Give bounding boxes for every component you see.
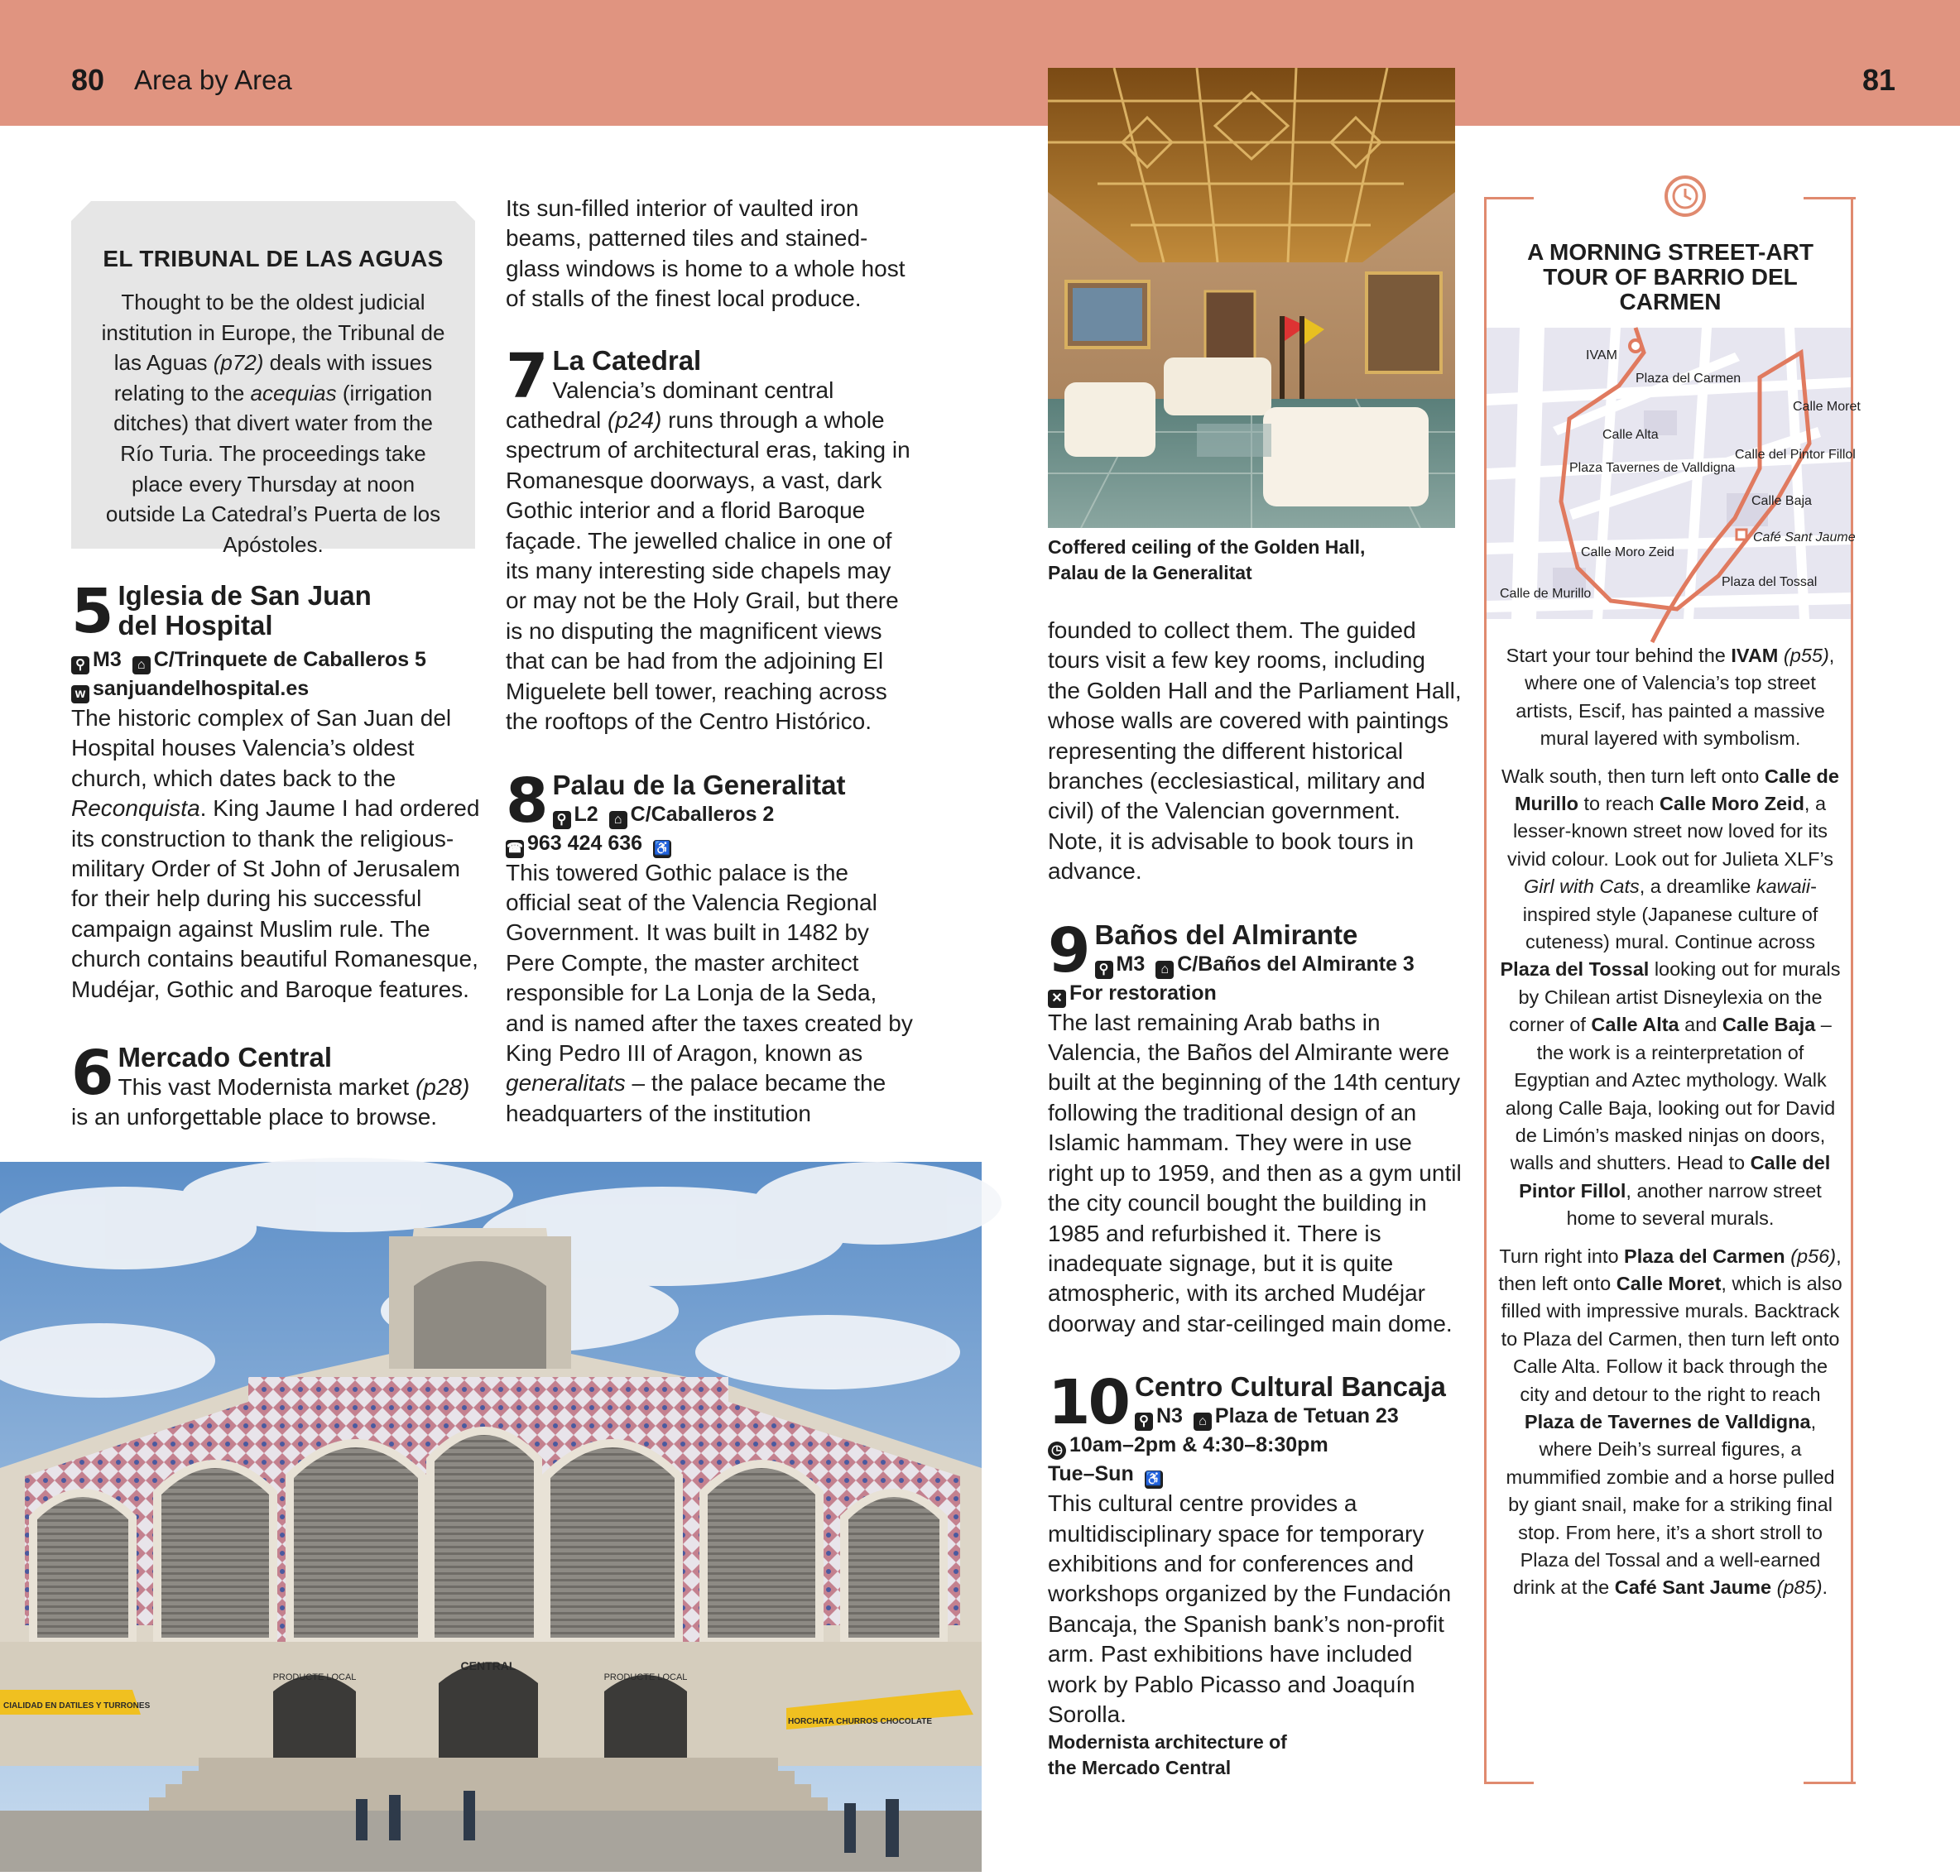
map-pin-icon: ⚲ xyxy=(1135,1413,1153,1431)
map-label-plaza-carmen: Plaza del Carmen xyxy=(1636,372,1741,386)
entry-number: 6 xyxy=(71,1038,112,1110)
tour-map xyxy=(1487,328,1861,619)
mercado-caption: Modernista architecture of the Mercado Central xyxy=(1048,1731,1287,1778)
map-label-calle-moro: Calle Moro Zeid xyxy=(1581,545,1674,559)
clock-icon xyxy=(1665,175,1706,217)
mercado-continued-text: Its sun-filled interior of vaulted iron beams, patterned tiles and stained-glass windows is home to a whole host of stalls of the finest local produce. xyxy=(506,195,906,312)
entry-9-status: ✕ For restoration xyxy=(1048,979,1462,1008)
left-awning-text: CIALIDAD EN DATILES Y TURRONES xyxy=(3,1701,151,1710)
entry-8-info: ⚲ L2 ⌂ C/Caballeros 2 xyxy=(506,800,916,829)
entry-title: La Catedral xyxy=(552,344,702,376)
page-number-left: 80 xyxy=(71,63,105,97)
column-2 xyxy=(506,194,916,1129)
website-link[interactable]: sanjuandelhospital.es xyxy=(93,677,310,700)
header-band xyxy=(0,0,1960,126)
tour-title: A MORNING STREET-ART TOUR OF BARRIO DEL CARMEN xyxy=(1527,239,1813,314)
door-sign-left: PRODUCTE LOCAL xyxy=(272,1672,357,1682)
map-pin-icon: ⚲ xyxy=(71,656,89,674)
tour-frame-cap-bottom-right xyxy=(1804,1782,1856,1784)
entry-title: Palau de la Generalitat xyxy=(552,769,846,800)
entry-title: del Hospital xyxy=(118,610,273,641)
entry-number: 5 xyxy=(71,576,112,647)
home-icon: ⌂ xyxy=(1155,961,1174,979)
tour-paragraph-1: Start your tour behind the IVAM (p55), where one of Valencia’s top street artists, Escif, has painted a massive mural layered with symbolism. xyxy=(1506,645,1835,750)
clock-icon: ◷ xyxy=(1048,1442,1066,1460)
entry-10-hours: ◷ 10am–2pm & 4:30–8:30pm xyxy=(1048,1431,1462,1460)
golden-hall-caption: Coffered ceiling of the Golden Hall, Palau de la Generalitat xyxy=(1048,536,1366,583)
tour-paragraph-2: Walk south, then turn left onto Calle de Murillo to reach Calle Moro Zeid, a lesser-known street now loved for its vivid colour. Look out for Julieta XLF’s Girl with Cats, a dreamlike kawaii-inspired style (Japanese culture of cuteness) mural. Continue across Plaza del Tossal looking out for murals by Chilean artist Disneylexia on the corner of Calle Alta and Calle Baja – the work is a reinterpretation of Egyptian and Aztec mythology. Walk along Calle Baja, looking out for David de Limón’s masked ninjas on doors, walls and shutters. Head to Calle del Pintor Fillol, another narrow street home to several murals. xyxy=(1500,765,1841,1230)
map-label-calle-baja: Calle Baja xyxy=(1751,494,1812,508)
tour-frame-cap-bottom-left xyxy=(1484,1782,1534,1784)
entry-5-web xyxy=(71,674,482,703)
map-label-ivam: IVAM xyxy=(1586,348,1617,362)
map-label-calle-moret: Calle Moret xyxy=(1793,400,1861,414)
accessibility-icon: ♿ xyxy=(653,840,671,858)
right-awning-text: HORCHATA CHURROS CHOCOLATE xyxy=(788,1717,933,1726)
entry-title: Iglesia de San Juan xyxy=(118,580,372,611)
closed-icon: ✕ xyxy=(1048,990,1066,1008)
sidebar-box xyxy=(71,201,475,557)
entry-title: Mercado Central xyxy=(118,1042,333,1073)
entry-7-heading xyxy=(506,340,916,412)
home-icon: ⌂ xyxy=(609,811,627,829)
home-icon: ⌂ xyxy=(1194,1413,1212,1431)
sidebar-corner-left xyxy=(71,201,91,221)
accessibility-icon: ♿ xyxy=(1145,1471,1163,1489)
phone-icon: ☎ xyxy=(506,840,524,858)
sidebar-text: Thought to be the oldest judicial institution in Europe, the Tribunal de las Aguas (p72) deals with issues relating to the acequias (irrigation ditches) that divert water from the Río Turia. The proceedings take place every Thursday at noon outside La Catedral’s Puerta de los Apóstoles. xyxy=(101,290,445,557)
sidebar-title: EL TRIBUNAL DE LAS AGUAS xyxy=(103,246,444,271)
entry-10-text: This cultural centre provides a multidisciplinary space for temporary exhibitions and for conferences and workshops organized by the Fundación Bancaja, the Spanish bank’s non-profit arm. Past exhibitions have included work by Pablo Picasso and Joaquín Sorolla. xyxy=(1048,1490,1452,1727)
entry-number: 9 xyxy=(1048,914,1088,986)
map-pin-icon: ⚲ xyxy=(1095,961,1113,979)
entry-8-phone: ☎ 963 424 636 ♿ xyxy=(506,829,916,858)
entry-10-info: ⚲ N3 ⌂ Plaza de Tetuan 23 xyxy=(1048,1402,1462,1431)
palau-continued-text: founded to collect them. The guided tours visit a few key rooms, including the Golden Hall and the Parliament Hall, whose walls are covered with paintings representing the different historical branches (ecclesiastical, military and civil) of the Valencian government. Note, it is advisable to book tours in advance. xyxy=(1048,617,1462,885)
map-label-calle-alta: Calle Alta xyxy=(1602,428,1659,442)
entry-5-heading xyxy=(71,576,482,647)
map-pin-icon: ⚲ xyxy=(553,811,571,829)
mercado-central-image xyxy=(0,1162,982,1872)
entry-9-heading xyxy=(1048,914,1462,986)
entry-9-info: ⚲ M3 ⌂ C/Baños del Almirante 3 xyxy=(1048,950,1462,979)
web-icon: w xyxy=(71,685,89,703)
map-label-cafe: Café Sant Jaume xyxy=(1753,530,1856,545)
entry-10-heading xyxy=(1048,1367,1462,1439)
street-map-image xyxy=(1487,328,1861,619)
golden-hall-image xyxy=(1048,68,1455,528)
golden-hall-photo xyxy=(1048,68,1455,528)
entry-number: 7 xyxy=(506,340,546,412)
map-label-calle-pintor: Calle del Pintor Fillol xyxy=(1735,448,1856,462)
map-label-plaza-tavernes: Plaza Tavernes de Valldigna xyxy=(1569,461,1736,475)
door-sign-center: CENTRAL xyxy=(460,1659,516,1672)
column-3 xyxy=(1048,616,1462,1730)
tour-body xyxy=(1498,642,1842,1612)
page-number-right: 81 xyxy=(1862,63,1896,97)
section-title: Area by Area xyxy=(134,65,292,95)
entry-9-text: The last remaining Arab baths in Valencia, the Baños del Almirante were built at the beginning of the 14th century following the traditional design of an Islamic hammam. They were in use right up to 1959, and then as a gym until the city council bought the building in 1985 and refurbished it. There is inadequate signage, but it is quite atmospheric, with its arched Mudéjar doorway and star-ceilinged main dome. xyxy=(1048,1009,1462,1336)
sidebar-corner-right xyxy=(455,201,475,221)
door-sign-right: PRODUCTE LOCAL xyxy=(603,1672,688,1682)
entry-8-text: This towered Gothic palace is the official seat of the Valencia Regional Government. It was built in 1482 by Pere Compte, the master architect responsible for La Lonja de la Seda, and is named after the taxes created by King Pedro III of Aragon, known as generalitats – the palace became the headquarters of the institution xyxy=(506,859,913,1126)
entry-title: Centro Cultural Bancaja xyxy=(1134,1371,1446,1403)
map-label-plaza-tossal: Plaza del Tossal xyxy=(1722,575,1818,589)
entry-title: Baños del Almirante xyxy=(1094,919,1358,950)
entry-7-text: Valencia’s dominant central cathedral (p24) runs through a whole spectrum of architectural eras, taking in Romanesque doorways, a vast, dark Gothic interior and a florid Baroque façade. The jewelled chalice in one of its many interesting side chapels may or may not be the Holy Grail, but there is no disputing the magnificent views that can be had from the adjoining El Miguelete bell tower, reaching across the rooftops of the Centro Histórico. xyxy=(506,377,910,735)
entry-number: 10 xyxy=(1048,1367,1128,1439)
entry-8-heading xyxy=(506,765,916,837)
entry-6-text: This vast Modernista market (p28) is an unforgettable place to browse. xyxy=(71,1074,470,1130)
entry-10-days: Tue–Sun ♿ xyxy=(1048,1460,1462,1489)
entry-number: 8 xyxy=(506,765,546,837)
tour-paragraph-3: Turn right into Plaza del Carmen (p56), then left onto Calle Moret, which is also filled with impressive murals. Backtrack to Plaza del Carmen, then turn left onto Calle Alta. Follow it back through the city and detour to the right to reach Plaza de Tavernes de Valldigna, where Deih’s surreal figures, a mummified zombie and a horse pulled by giant snail, make for a striking final stop. From here, it’s a short stroll to Plaza del Tossal and a well-earned drink at the Café Sant Jaume (p85). xyxy=(1498,1245,1842,1599)
map-label-calle-murillo: Calle de Murillo xyxy=(1500,587,1592,601)
mercado-central-photo xyxy=(0,1162,982,1872)
column-1 xyxy=(71,576,482,1133)
home-icon: ⌂ xyxy=(132,656,151,674)
entry-5-text: The historic complex of San Juan del Hospital houses Valencia’s oldest church, which dates back to the Reconquista. King Jaume I had ordered its construction to thank the religious-military Order of St John of Jerusalem for their help during his successful campaign against Muslim rule. The church contains beautiful Romanesque, Mudéjar, Gothic and Baroque features. xyxy=(71,705,480,1002)
entry-5-info: ⚲ M3 ⌂ C/Trinquete de Caballeros 5 xyxy=(71,645,482,674)
